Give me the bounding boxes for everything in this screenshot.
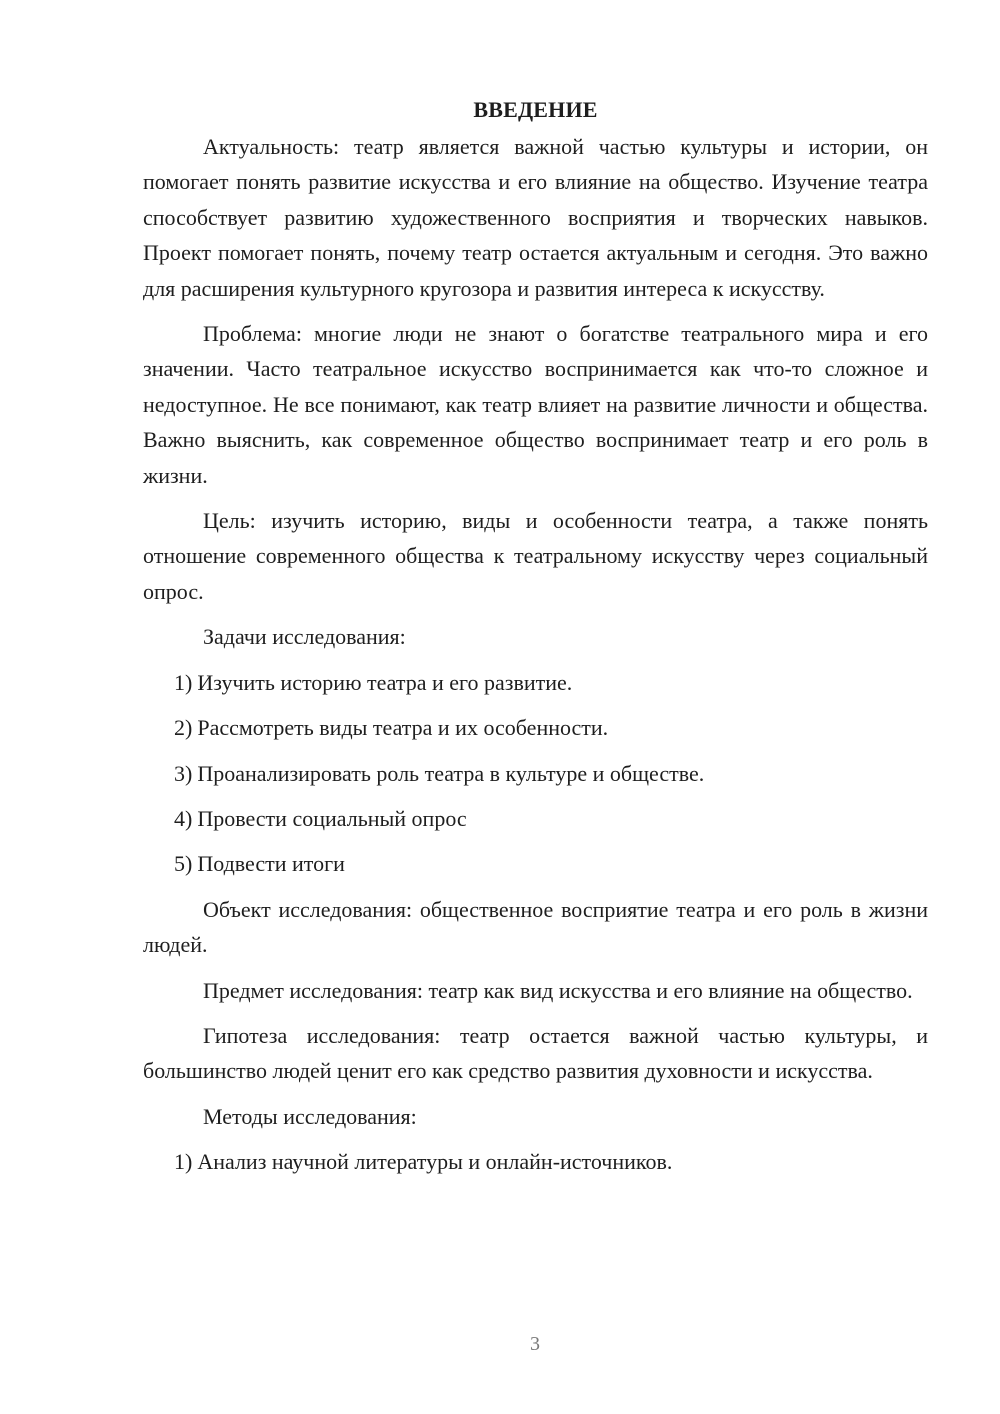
goal-paragraph: Цель: изучить историю, виды и особенности театра, а также понять отношение современного общества к театральному искусству через социальный опрос.: [143, 508, 928, 604]
method-text: Анализ научной литературы и онлайн-источников.: [197, 1149, 673, 1175]
task-item: [143, 756, 928, 791]
task-text: Изучить историю театра и его развитие.: [197, 669, 573, 695]
method-item: [143, 1144, 928, 1179]
task-item: [143, 710, 928, 745]
hypothesis-paragraph: Гипотеза исследования: театр остается важной частью культуры, и большинство людей ценит его как средство развития духовности и искусства.: [143, 1022, 928, 1084]
document-page: [143, 92, 928, 1190]
task-number: 2): [174, 715, 193, 741]
task-number: 3): [174, 760, 193, 786]
method-number: 1): [174, 1149, 193, 1175]
task-number: 1): [174, 669, 193, 695]
task-text: Подвести итоги: [197, 851, 345, 877]
task-text: Рассмотреть виды театра и их особенности.: [197, 715, 609, 741]
task-item: [143, 665, 928, 700]
task-number: 5): [174, 851, 193, 877]
problem-paragraph: Проблема: многие люди не знают о богатстве театрального мира и его значении. Часто театральное искусство воспринимается как что-то сложное и недоступное. Не все понимают, как театр влияет на развитие личности и общества. Важно выяснить, как современное общество воспринимает театр и его роль в жизни.: [143, 321, 928, 488]
task-text: Провести социальный опрос: [197, 805, 467, 831]
relevance-paragraph: Актуальность: театр является важной частью культуры и истории, он помогает понять развитие искусства и его влияние на общество. Изучение театра способствует развитию художественного восприятия и творческих навыков. Проект помогает понять, почему театр остается актуальным и сегодня. Это важно для расширения культурного кругозора и развития интереса к искусству.: [143, 134, 928, 301]
methods-label: Методы исследования:: [203, 1103, 417, 1129]
page-number: 3: [530, 1333, 540, 1355]
task-item: [143, 846, 928, 881]
subject-paragraph: Предмет исследования: театр как вид искусства и его влияние на общество.: [203, 977, 913, 1003]
page-title: ВВЕДЕНИЕ: [473, 97, 598, 122]
object-paragraph: Объект исследования: общественное восприятие театра и его роль в жизни людей.: [143, 896, 928, 958]
task-item: [143, 801, 928, 836]
task-text: Проанализировать роль театра в культуре и обществе.: [197, 760, 705, 786]
tasks-label: Задачи исследования:: [203, 624, 406, 650]
task-number: 4): [174, 805, 193, 831]
